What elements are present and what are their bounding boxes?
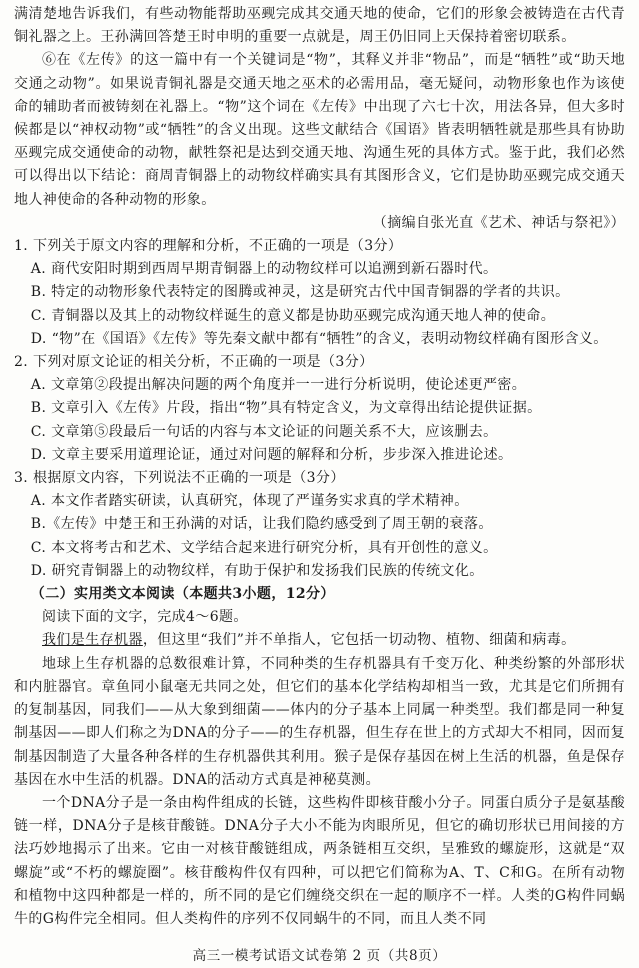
question-1 <box>14 235 625 351</box>
option-c: C. 青铜器以及其上的动物纹样诞生的意义都是协助巫觋完成沟通天地人神的使命。 <box>30 307 556 324</box>
page-content <box>14 3 625 931</box>
option-b: B.《左传》中楚王和王孙满的对话，让我们隐约感受到了周王朝的衰落。 <box>30 516 493 533</box>
paragraph-survival-machines: 地球上生存机器的总数很难计算，不同种类的生存机器具有千变万化、种类纷繁的外部形状和内脏器官。章鱼同小鼠毫无共同之处，但它们的基本化学结构却相当一致，尤其是它们所拥有的复制基因，同我们——从大象到细菌——体内的分子基本上同属一种类型。我们都是同一种复制基因——即人们称之为DNA的分子——的生存机器，但生存在世上的方式却大不相同，因而复制基因制造了大量各种各样的生存机器供其利用。猴子是保存基因在树上生活的机器，鱼是保存基因在水中生活的机器。DNA的活动方式真是神秘莫测。 <box>14 655 625 788</box>
option-c: C. 文章第⑤段最后一句话的内容与本文论证的问题关系不大，应该删去。 <box>30 423 498 440</box>
option-a: A. 文章第②段提出解决问题的两个角度并一一进行分析说明，使论述更严密。 <box>30 377 527 394</box>
option-a: A. 商代安阳时期到西周早期青铜器上的动物纹样可以追溯到新石器时代。 <box>30 261 498 278</box>
question-stem: 3. 根据原文内容，下列说法不正确的一项是（3分） <box>14 470 345 487</box>
lead-rest-text: ，但这里“我们”并不单指人，它包括一切动物、植物、细菌和病毒。 <box>142 632 576 649</box>
question-2 <box>14 351 625 467</box>
question-3 <box>14 467 625 583</box>
reading-instruction: 阅读下面的文字，完成4～6题。 <box>42 609 248 626</box>
paragraph-dna: 一个DNA分子是一条由构件组成的长链，这些构件即核苷酸小分子。同蛋白质分子是氨基酸链一样，DNA分子是核苷酸链。DNA分子大小不能为肉眼所见，但它的确切形状已用间接的方法巧妙地揭示了出来。它由一对核苷酸链组成，两条链相互交织，呈雅致的螺旋形，这就是“双螺旋”或“不朽的螺旋圈”。核苷酸构件仅有四种，可以把它们简称为A、T、C和G。在所有动物和植物中这四种都是一样的，所不同的是它们缠绕交织在一起的顺序不一样。人类的G构件同蜗牛的G构件完全相同。但人类构件的序列不仅同蜗牛的不同，而且人类不同 <box>14 794 625 927</box>
paragraph-intro: 满清楚地告诉我们，有些动物能帮助巫觋完成其交通天地的使命，它们的形象会被铸造在古代青铜礼器之上。王孙满回答楚王时申明的重要一点就是，周王仍旧同上天保持着密切联系。 <box>14 6 625 46</box>
option-b: B. 文章引入《左传》片段，指出“物”具有特定含义，为文章得出结论提供证据。 <box>30 400 542 417</box>
lead-underlined-text: 我们是生存机器 <box>42 632 143 649</box>
option-d: D. 文章主要采用道理论证，通过对问题的解释和分析，步步深入推进论述。 <box>30 446 513 463</box>
option-b: B. 特定的动物形象代表特定的图腾或神灵，这是研究古代中国青铜器的学者的共识。 <box>30 284 570 301</box>
source-citation: （摘编自张光直《艺术、神话与祭祀》） <box>372 214 625 231</box>
section-heading: （二）实用类文本阅读（本题共3小题，12分） <box>30 586 335 603</box>
question-stem: 2. 下列对原文论证的相关分析，不正确的一项是（3分） <box>14 354 374 371</box>
page-footer: 高三一模考试语文试卷第 2 页（共8页） <box>192 948 447 964</box>
question-stem: 1. 下列关于原文内容的理解和分析，不正确的一项是（3分） <box>14 238 403 255</box>
lead-sentence <box>14 629 625 652</box>
paragraph-6: ⑥在《左传》的这一篇中有一个关键词是“物”，其释义并非“物品”，而是“牺牲”或“助天地交通之动物”。如果说青铜礼器是交通天地之巫术的必需用品，毫无疑问，动物形象也作为该使命的辅助者而被铸刻在礼器上。“物”这个词在《左传》中出现了六七十次，用法各异，但大多时候都是以“神权动物”或“牺牲”的含义出现。这些文献结合《国语》皆表明牺牲就是那些具有协助巫觋完成交通使命的动物，献牲祭祀是达到交通天地、沟通生死的具体方式。鉴于此，我们必然可以得出以下结论：商周青铜器上的动物纹样确实具有其图形含义，它们是协助巫觋完成交通天地人神使命的各种动物的形象。 <box>14 52 625 208</box>
option-a: A. 本文作者踏实研读，认真研究，体现了严谨务实求真的学术精神。 <box>30 493 469 510</box>
option-d: D. “物”在《国语》《左传》等先秦文献中都有“牺牲”的含义，表明动物纹样确有图形含义。 <box>30 330 608 347</box>
option-c: C. 本文将考古和艺术、文学结合起来进行研究分析，具有开创性的意义。 <box>30 539 498 556</box>
option-d: D. 研究青铜器上的动物纹样，有助于保护和发扬我们民族的传统文化。 <box>30 562 484 579</box>
